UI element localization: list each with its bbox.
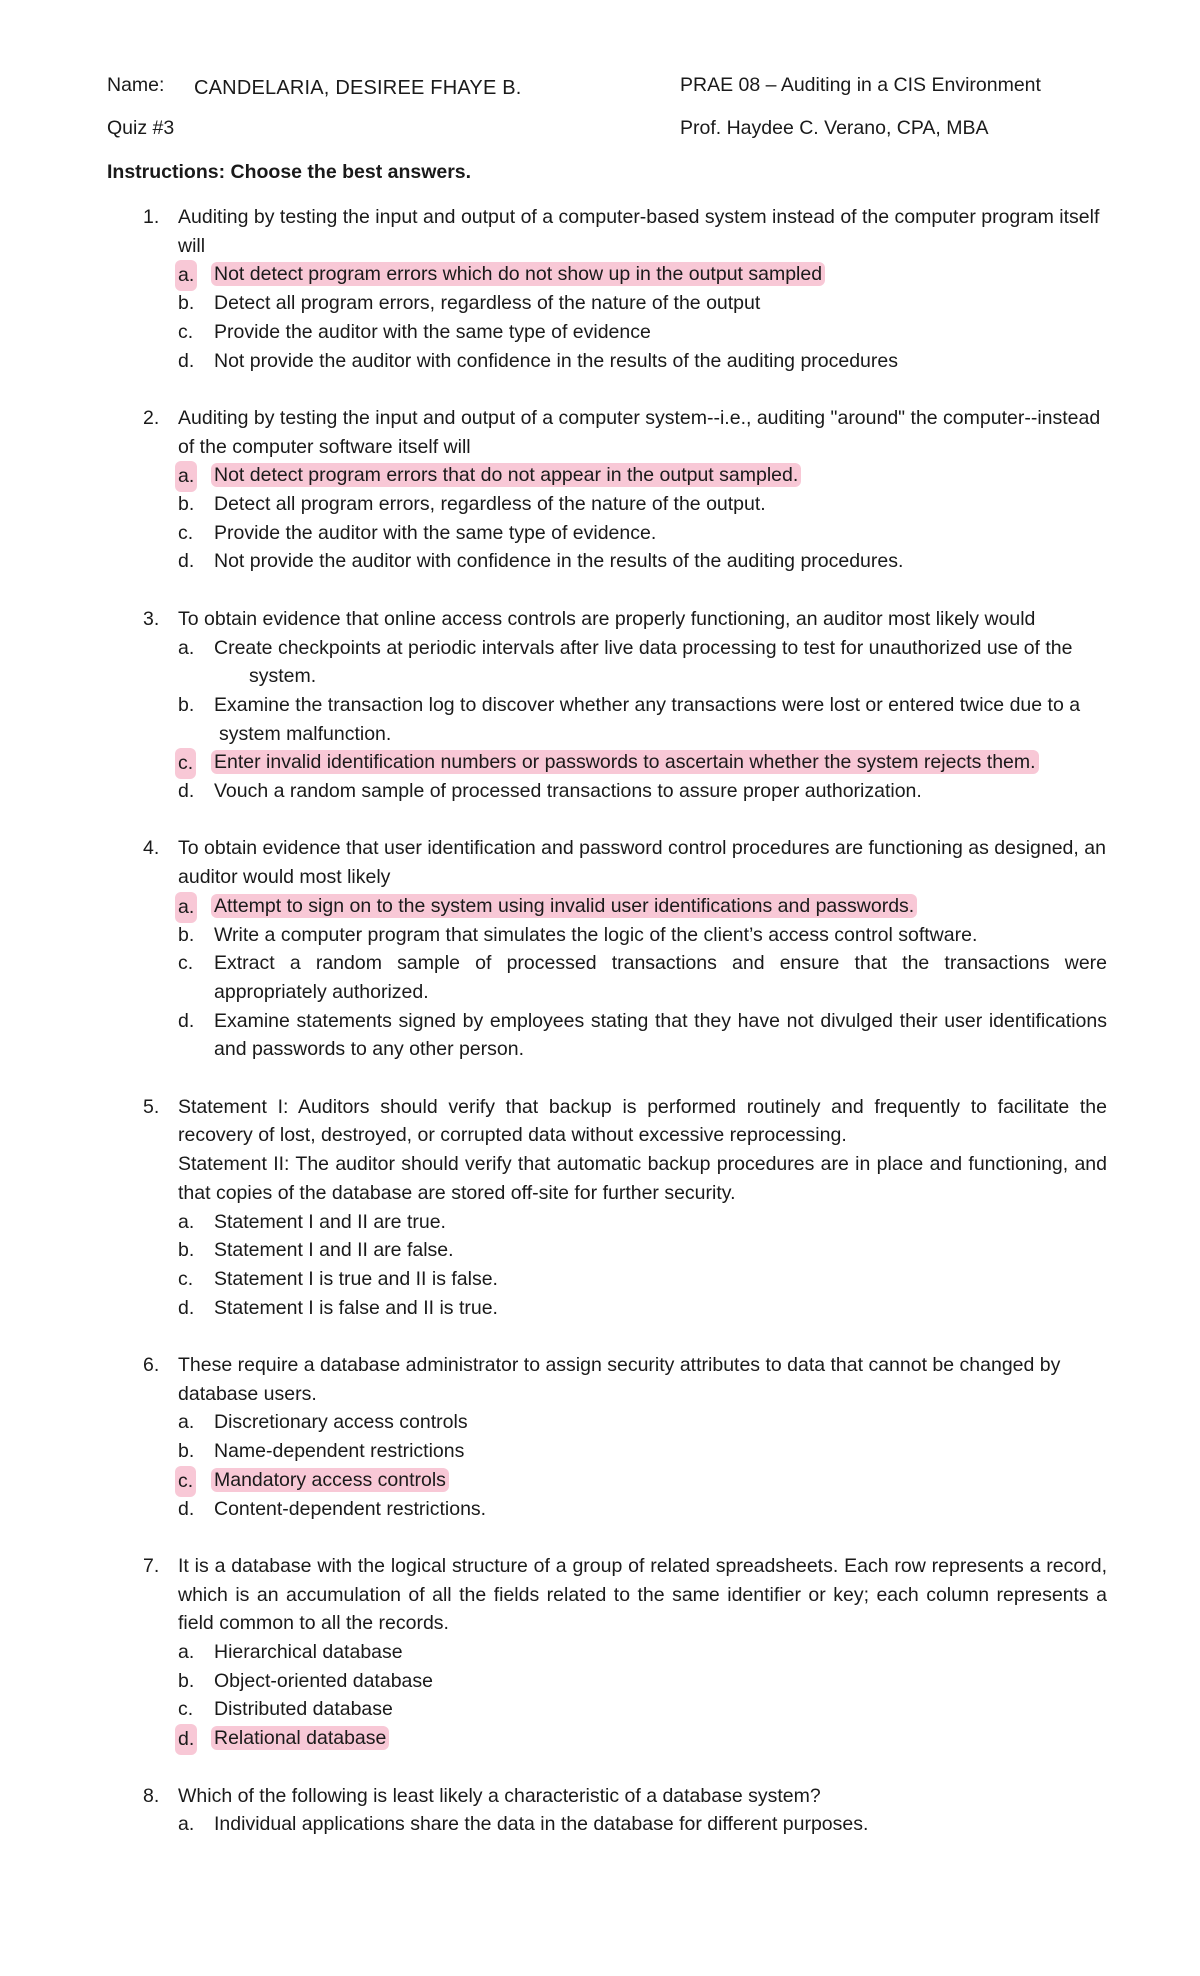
question-text: Auditing by testing the input and output of a computer system--i.e., auditing "around" the computer--instead of the computer software itself will (178, 406, 1101, 458)
option-1d[interactable] (178, 347, 1107, 376)
option-letter: c. (178, 1698, 194, 1721)
option-letter: b. (178, 1239, 195, 1262)
option-5b[interactable] (178, 1236, 1107, 1265)
option-letter: b. (178, 1440, 195, 1463)
question-text: To obtain evidence that online access controls are properly functioning, an auditor most likely would (178, 607, 1036, 630)
option-2c[interactable] (178, 519, 1107, 548)
option-text: Provide the auditor with the same type of evidence (214, 320, 651, 343)
option-letter: b. (178, 493, 195, 516)
option-letter: a. (178, 1411, 195, 1434)
option-letter: b. (178, 693, 195, 716)
option-letter: a. (178, 1641, 195, 1664)
selected-answer-highlight: Not detect program errors that do not appear in the output sampled. (211, 463, 801, 487)
option-4d[interactable] (178, 1007, 1107, 1064)
statement-one: Statement I: Auditors should verify that backup is performed routinely and frequently to facilitate the recovery of lost, destroyed, or corrupted data without excessive reprocessing. (178, 1095, 1107, 1147)
option-4a[interactable] (178, 892, 1107, 921)
option-7b[interactable] (178, 1667, 1107, 1696)
option-4c[interactable] (178, 949, 1107, 1006)
option-text: Examine statements signed by employees stating that they have not divulged their user identifications and passwords to any other person. (214, 1009, 1107, 1061)
selected-answer-highlight: Not detect program errors which do not show up in the output sampled (211, 262, 825, 286)
question-7 (107, 1552, 1107, 1753)
option-text: Statement I is true and II is false. (214, 1267, 498, 1290)
option-2a[interactable] (178, 461, 1107, 490)
question-number: 1. (143, 206, 160, 228)
name-label: Name: (107, 74, 165, 96)
option-letter: d. (178, 1296, 195, 1319)
option-1c[interactable] (178, 318, 1107, 347)
professor-name: Prof. Haydee C. Verano, CPA, MBA (680, 117, 989, 139)
option-text: Statement I and II are true. (214, 1210, 446, 1233)
option-5d[interactable] (178, 1294, 1107, 1323)
option-7d[interactable] (178, 1724, 1107, 1753)
question-3 (107, 605, 1107, 806)
selected-answer-highlight: Relational database (211, 1726, 389, 1750)
option-letter: d. (178, 780, 195, 803)
question-number: 3. (143, 607, 160, 630)
option-letter: b. (178, 292, 195, 315)
option-text: Extract a random sample of processed transactions and ensure that the transactions were appropriately authorized. (214, 952, 1107, 1003)
option-1b[interactable] (178, 289, 1107, 318)
option-3d[interactable] (178, 777, 1107, 806)
option-letter: c. (178, 521, 194, 544)
option-letter: c. (178, 1267, 194, 1290)
option-letter: a. (175, 260, 197, 291)
selected-answer-highlight: Enter invalid identification numbers or passwords to ascertain whether the system rejects them. (211, 750, 1039, 774)
question-8 (107, 1782, 1107, 1839)
question-text: It is a database with the logical structure of a group of related spreadsheets. Each row represents a record, which is an accumulation of all the fields related to the same identifier or key; each column represents a field common to all the records. (178, 1554, 1107, 1635)
question-number: 5. (143, 1095, 160, 1118)
option-text: Not provide the auditor with confidence in the results of the auditing procedures (214, 349, 898, 372)
option-letter: d. (178, 1497, 195, 1520)
option-5c[interactable] (178, 1265, 1107, 1294)
option-letter: c. (175, 1466, 196, 1497)
question-number: 8. (143, 1784, 160, 1807)
option-letter: b. (178, 923, 195, 946)
option-letter: d. (178, 349, 195, 372)
option-letter: a. (178, 1813, 195, 1836)
question-1 (107, 203, 1107, 375)
option-6b[interactable] (178, 1437, 1107, 1466)
option-letter: d. (178, 550, 195, 573)
quiz-number: Quiz #3 (107, 117, 175, 139)
question-list (107, 203, 1107, 1868)
option-letter: d. (175, 1724, 197, 1755)
question-4 (107, 834, 1107, 1064)
option-letter: a. (175, 461, 197, 492)
option-text: Statement I is false and II is true. (214, 1296, 498, 1319)
option-3c[interactable] (178, 748, 1107, 777)
option-text: Name-dependent restrictions (214, 1440, 465, 1463)
option-letter: d. (178, 1009, 195, 1032)
option-text: Content-dependent restrictions. (214, 1497, 487, 1520)
option-letter: a. (175, 892, 197, 923)
question-2 (107, 404, 1107, 576)
option-2d[interactable] (178, 547, 1107, 576)
question-number: 6. (143, 1354, 160, 1377)
statement-two: Statement II: The auditor should verify that automatic backup procedures are in place and functioning, and that copies of the database are stored off-site for further security. (178, 1153, 1107, 1204)
option-text: Statement I and II are false. (214, 1239, 454, 1262)
option-letter: c. (175, 748, 196, 779)
question-text: To obtain evidence that user identification and password control procedures are functioning as designed, an auditor would most likely (178, 837, 1106, 889)
option-text: Hierarchical database (214, 1641, 403, 1664)
question-number: 7. (143, 1554, 160, 1577)
option-letter: a. (178, 636, 195, 659)
question-number: 4. (143, 837, 160, 860)
option-text: Provide the auditor with the same type of evidence. (214, 521, 657, 544)
question-text: These require a database administrator to assign security attributes to data that cannot be changed by database users. (178, 1354, 1061, 1405)
option-7a[interactable] (178, 1638, 1107, 1667)
option-text: Detect all program errors, regardless of the nature of the output. (214, 493, 766, 516)
option-3b[interactable] (178, 691, 1107, 748)
option-text: Individual applications share the data in the database for different purposes. (214, 1813, 869, 1836)
student-name: CANDELARIA, DESIREE FHAYE B. (194, 77, 522, 99)
option-text: Not provide the auditor with confidence in the results of the auditing procedures. (214, 550, 904, 573)
option-6c[interactable] (178, 1466, 1107, 1495)
option-text: Vouch a random sample of processed transactions to assure proper authorization. (214, 780, 922, 803)
option-letter: c. (178, 952, 194, 975)
option-text: Distributed database (214, 1698, 393, 1721)
option-text: Create checkpoints at periodic intervals after live data processing to test for unauthorized use of the system. (214, 636, 1073, 688)
question-text: Which of the following is least likely a characteristic of a database system? (178, 1784, 821, 1807)
option-text: Object-oriented database (214, 1669, 433, 1692)
instructions: Instructions: Choose the best answers. (107, 161, 472, 183)
option-7c[interactable] (178, 1695, 1107, 1724)
option-8a[interactable] (178, 1810, 1107, 1839)
option-4b[interactable] (178, 921, 1107, 950)
option-text: Detect all program errors, regardless of the nature of the output (214, 292, 761, 315)
question-text: Auditing by testing the input and output of a computer-based system instead of the computer program itself will (178, 206, 1100, 257)
option-6d[interactable] (178, 1495, 1107, 1524)
option-letter: a. (178, 1210, 195, 1233)
option-1a[interactable] (178, 260, 1107, 289)
selected-answer-highlight: Attempt to sign on to the system using invalid user identifications and passwords. (211, 894, 917, 918)
option-letter: b. (178, 1669, 195, 1692)
option-text: Write a computer program that simulates the logic of the client’s access control software. (214, 923, 978, 946)
option-5a[interactable] (178, 1208, 1107, 1237)
option-6a[interactable] (178, 1408, 1107, 1437)
option-3a[interactable] (178, 634, 1107, 691)
option-2b[interactable] (178, 490, 1107, 519)
question-number: 2. (143, 406, 160, 429)
question-5 (107, 1093, 1107, 1323)
option-text: Discretionary access controls (214, 1411, 468, 1434)
question-6 (107, 1351, 1107, 1523)
option-text: Examine the transaction log to discover whether any transactions were lost or entered twice due to a system malfunction. (214, 693, 1081, 745)
course-title: PRAE 08 – Auditing in a CIS Environment (680, 74, 1041, 96)
selected-answer-highlight: Mandatory access controls (211, 1468, 449, 1492)
option-letter: c. (178, 320, 194, 343)
